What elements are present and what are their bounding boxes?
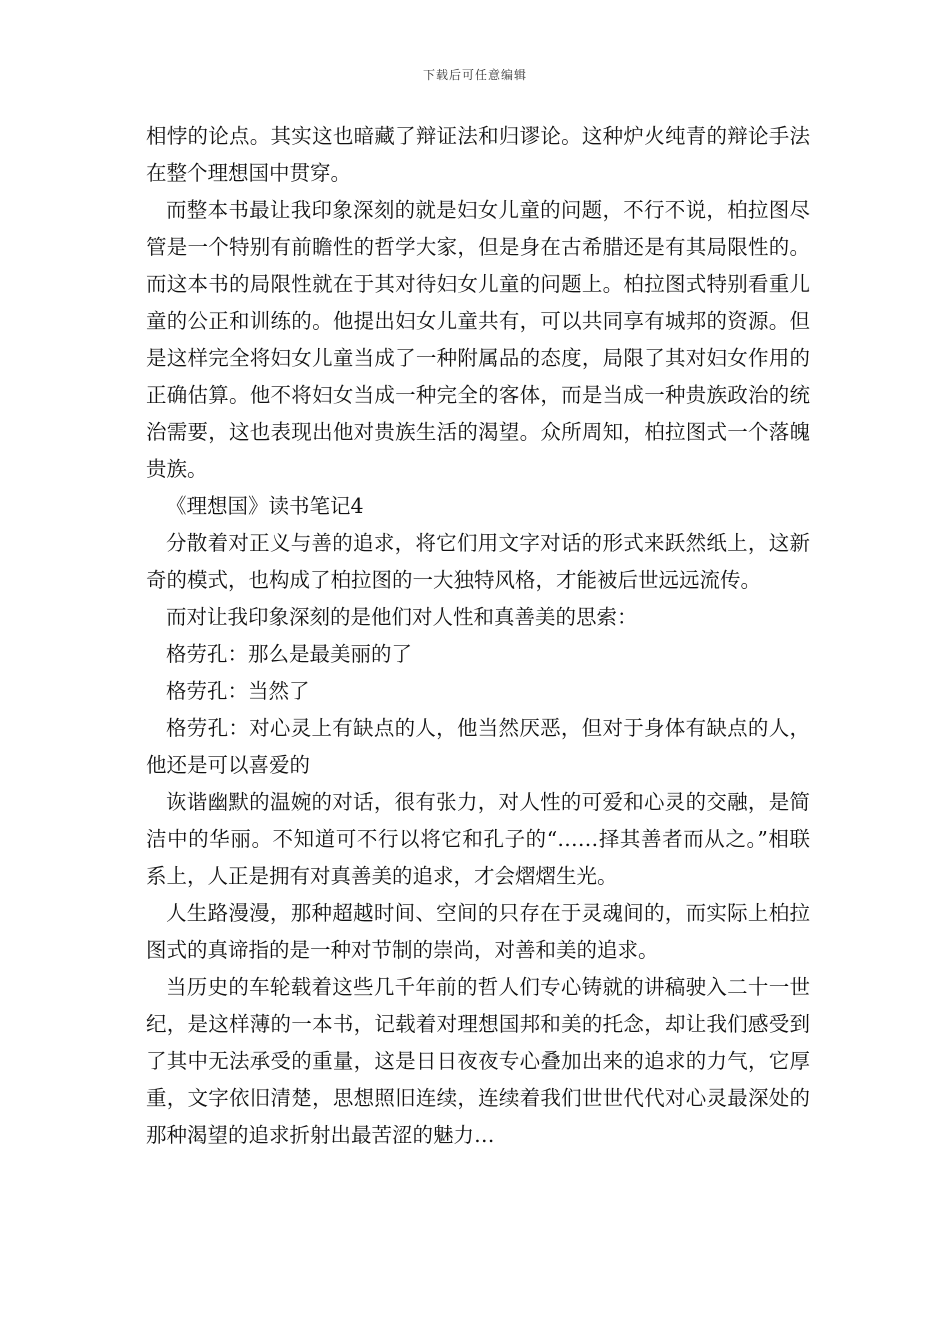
paragraph: 而对让我印象深刻的是他们对人性和真善美的思索： (166, 605, 638, 629)
section-heading: 《理想国》读书笔记4 (166, 494, 364, 518)
dialogue-line: 格劳孔：对心灵上有缺点的人，他当然厌恶，但对于身体有缺点的人，他还是可以喜爱的 (146, 716, 810, 777)
paragraph: 当历史的车轮载着这些几千年前的哲人们专心铸就的讲稿驶入二十一世纪，是这样薄的一本书，记载着对理想国邦和美的托念，却让我们感受到了其中无法承受的重量，这是日日夜夜专心叠加出来的追求的力气，它厚重，文字依旧清楚，思想照旧连续，连续着我们世世代代对心灵最深处的那种渴望的追求折射出最苦涩的魅力… (146, 975, 810, 1147)
paragraph: 分散着对正义与善的追求，将它们用文字对话的形式来跃然纸上，这新奇的模式，也构成了柏拉图的一大独特风格，才能被后世远远流传。 (146, 531, 810, 592)
document-body (146, 118, 810, 1154)
paragraph: 相悖的论点。其实这也暗藏了辩证法和归谬论。这种炉火纯青的辩论手法在整个理想国中贯穿。 (146, 124, 810, 185)
paragraph: 人生路漫漫，那种超越时间、空间的只存在于灵魂间的，而实际上柏拉图式的真谛指的是一种对节制的崇尚，对善和美的追求。 (146, 901, 810, 962)
dialogue-line: 格劳孔：当然了 (166, 679, 310, 703)
paragraph: 诙谐幽默的温婉的对话，很有张力，对人性的可爱和心灵的交融，是简洁中的华丽。不知道可不行以将它和孔子的“……择其善者而从之。”相联系上，人正是拥有对真善美的追求，才会熠熠生光。 (146, 790, 810, 888)
paragraph: 而整本书最让我印象深刻的就是妇女儿童的问题，不行不说，柏拉图尽管是一个特别有前瞻性的哲学大家，但是身在古希腊还是有其局限性的。而这本书的局限性就在于其对待妇女儿童的问题上。柏拉图式特别看重儿童的公正和训练的。他提出妇女儿童共有，可以共同享有城邦的资源。但是这样完全将妇女儿童当成了一种附属品的态度，局限了其对妇女作用的正确估算。他不将妇女当成一种完全的客体，而是当成一种贵族政治的统治需要，这也表现出他对贵族生活的渴望。众所周知，柏拉图式一个落魄贵族。 (146, 198, 810, 481)
dialogue-line: 格劳孔：那么是最美丽的了 (166, 642, 412, 666)
page-header: 下载后可任意编辑 (422, 68, 527, 82)
